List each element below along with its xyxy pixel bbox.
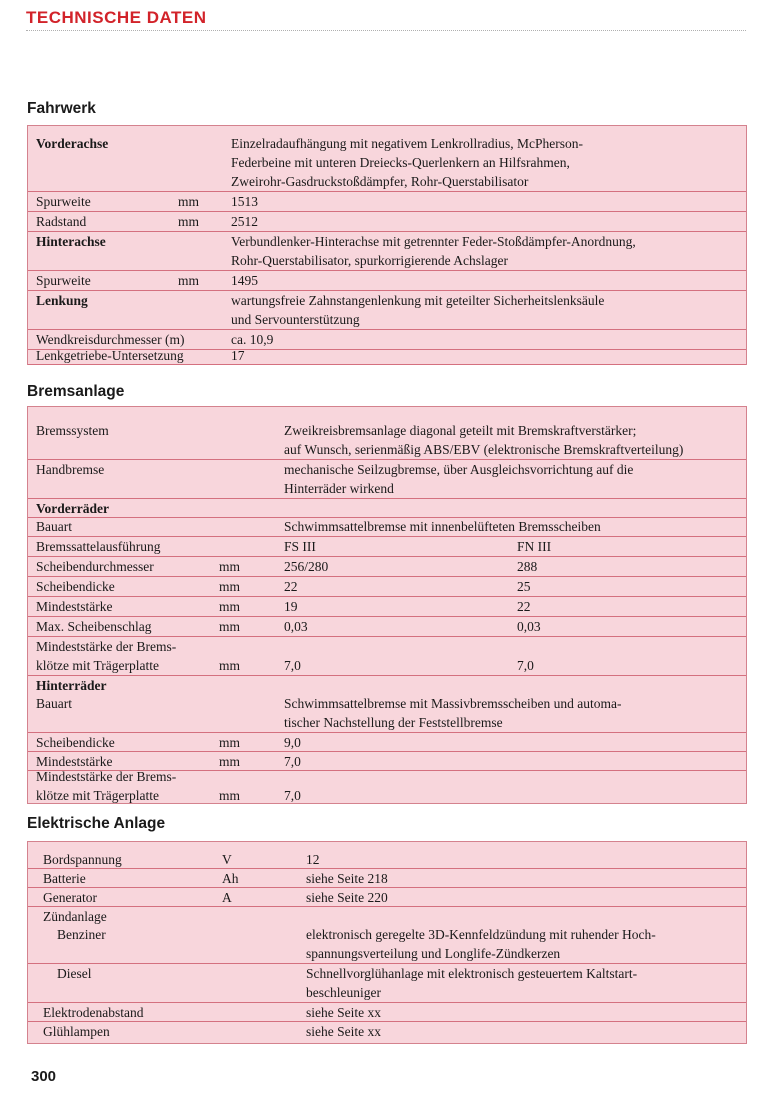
- row-unit: Ah: [222, 871, 239, 886]
- row-value-col1: 19: [284, 599, 298, 614]
- row-value: Einzelradaufhängung mit negativem Lenkrollradius, McPherson-: [231, 136, 584, 151]
- row-value: 17: [231, 348, 245, 363]
- row-unit: mm: [178, 194, 200, 209]
- table-row: [28, 869, 746, 888]
- table-row: [28, 537, 746, 557]
- table-row: [28, 421, 746, 460]
- table-row: [28, 557, 746, 577]
- row-label: Spurweite: [36, 194, 91, 209]
- row-unit: mm: [219, 619, 241, 634]
- row-value: mechanische Seilzugbremse, über Ausgleichsvorrichtung auf die: [284, 462, 634, 477]
- row-label: Bremssattelausführung: [36, 539, 161, 554]
- row-value: Federbeine mit unteren Dreiecks-Querlenkern an Hilfsrahmen,: [231, 155, 570, 170]
- row-value: siehe Seite xx: [306, 1024, 381, 1039]
- row-value: 12: [306, 852, 320, 867]
- row-value-col2: 288: [517, 559, 538, 574]
- row-unit: mm: [178, 273, 200, 288]
- row-unit: mm: [219, 579, 241, 594]
- table-row: [28, 733, 746, 752]
- table-row: [28, 192, 746, 212]
- table-row: [28, 637, 746, 676]
- row-unit: V: [222, 852, 232, 867]
- table-row: [28, 460, 746, 499]
- table-row: [28, 212, 746, 232]
- row-label: Radstand: [36, 214, 87, 229]
- subheading-hinterraeder: Hinterräder: [36, 678, 107, 693]
- row-label: Vorderachse: [36, 136, 109, 151]
- row-value: auf Wunsch, serienmäßig ABS/EBV (elektronische Bremskraftverteilung): [284, 442, 684, 457]
- row-value-col1: 22: [284, 579, 298, 594]
- row-label: Elektrodenabstand: [43, 1005, 144, 1020]
- row-value: siehe Seite 220: [306, 890, 388, 905]
- row-value: Schwimmsattelbremse mit Massivbremsscheiben und automa-: [284, 696, 622, 711]
- page-number: 300: [31, 1068, 57, 1085]
- row-label: Hinterachse: [36, 234, 106, 249]
- row-value: Zweirohr-Gasdruckstoßdämpfer, Rohr-Querstabilisator: [231, 174, 529, 189]
- row-unit: mm: [219, 788, 241, 803]
- row-unit: A: [222, 890, 232, 905]
- row-value: elektronisch geregelte 3D-Kennfeldzündung mit ruhender Hoch-: [306, 927, 656, 942]
- row-value: Verbundlenker-Hinterachse mit getrennter Feder-Stoßdämpfer-Anordnung,: [231, 234, 636, 249]
- row-value: Rohr-Querstabilisator, spurkorrigierende Achslager: [231, 253, 508, 268]
- row-value-col1: 256/280: [284, 559, 329, 574]
- row-value: Schwimmsattelbremse mit innenbelüfteten Bremsscheiben: [284, 519, 601, 534]
- row-label: Mindeststärke der Brems-: [36, 769, 177, 784]
- row-value: siehe Seite 218: [306, 871, 388, 886]
- row-label: Wendkreisdurchmesser (m): [36, 332, 185, 347]
- row-label: Lenkgetriebe-Untersetzung: [36, 348, 184, 363]
- table-row: [28, 597, 746, 617]
- row-value: 9,0: [284, 735, 301, 750]
- row-unit: mm: [219, 599, 241, 614]
- table-row: [28, 346, 746, 365]
- row-value: 1513: [231, 194, 258, 209]
- row-value: Hinterräder wirkend: [284, 481, 394, 496]
- row-label: Spurweite: [36, 273, 91, 288]
- section-title-bremsanlage: Bremsanlage: [27, 383, 125, 400]
- elektrik-table: [27, 841, 747, 1044]
- row-label: Handbremse: [36, 462, 105, 477]
- row-value-col2: 22: [517, 599, 531, 614]
- row-value-col1: 7,0: [284, 658, 301, 673]
- fahrwerk-table: [27, 125, 747, 365]
- row-label: Diesel: [57, 966, 92, 981]
- row-value: 7,0: [284, 788, 301, 803]
- row-unit: mm: [219, 754, 241, 769]
- row-label: Scheibendurchmesser: [36, 559, 154, 574]
- row-value: 2512: [231, 214, 258, 229]
- row-unit: mm: [178, 214, 200, 229]
- table-row: [28, 617, 746, 637]
- row-label: Generator: [43, 890, 97, 905]
- table-row: [28, 232, 746, 271]
- table-row: [28, 499, 746, 518]
- row-value-col2: 0,03: [517, 619, 541, 634]
- row-value: 1495: [231, 273, 258, 288]
- table-row: [28, 888, 746, 907]
- table-row: [28, 134, 746, 192]
- subheading-vorderraeder: Vorderräder: [36, 501, 109, 516]
- row-label: Mindeststärke: [36, 599, 113, 614]
- row-unit: mm: [219, 735, 241, 750]
- table-row: [28, 850, 746, 869]
- row-value-col2: 25: [517, 579, 531, 594]
- row-label: klötze mit Trägerplatte: [36, 658, 159, 673]
- table-row: [28, 1022, 746, 1040]
- table-row: [28, 694, 746, 733]
- row-label: Bordspannung: [43, 852, 122, 867]
- row-label: Mindeststärke: [36, 754, 113, 769]
- row-label: Bauart: [36, 519, 72, 534]
- row-value: wartungsfreie Zahnstangenlenkung mit geteilter Sicherheitslenksäule: [231, 293, 605, 308]
- page-header: [26, 8, 746, 31]
- row-value: spannungsverteilung und Longlife-Zündkerzen: [306, 946, 561, 961]
- table-row: [28, 271, 746, 291]
- row-value-col2: FN III: [517, 539, 552, 554]
- row-value: und Servounterstützung: [231, 312, 360, 327]
- row-value: 7,0: [284, 754, 301, 769]
- row-unit: mm: [219, 559, 241, 574]
- table-row: [28, 1003, 746, 1022]
- bremsanlage-table: [27, 406, 747, 804]
- row-value: Schnellvorglühanlage mit elektronisch gesteuertem Kaltstart-: [306, 966, 638, 981]
- table-row: [28, 291, 746, 330]
- row-label: Mindeststärke der Brems-: [36, 639, 177, 654]
- row-value: tischer Nachstellung der Feststellbremse: [284, 715, 503, 730]
- subheading-zuendanlage: Zündanlage: [43, 909, 107, 924]
- row-label: Lenkung: [36, 293, 88, 308]
- row-value-col1: FS III: [284, 539, 316, 554]
- table-row: [28, 964, 746, 1003]
- section-title-elektrik: Elektrische Anlage: [27, 815, 166, 832]
- table-row: [28, 676, 746, 694]
- table-row: [28, 767, 746, 805]
- row-value: Zweikreisbremsanlage diagonal geteilt mit Bremskraftverstärker;: [284, 423, 637, 438]
- row-value-col1: 0,03: [284, 619, 308, 634]
- row-label: klötze mit Trägerplatte: [36, 788, 159, 803]
- row-unit: mm: [219, 658, 241, 673]
- row-value-col2: 7,0: [517, 658, 534, 673]
- row-label: Scheibendicke: [36, 735, 115, 750]
- table-row: [28, 925, 746, 964]
- row-label: Glühlampen: [43, 1024, 110, 1039]
- row-label: Max. Scheibenschlag: [36, 619, 152, 634]
- row-value: siehe Seite xx: [306, 1005, 381, 1020]
- table-row: [28, 577, 746, 597]
- header-title: TECHNISCHE DATEN: [26, 8, 207, 27]
- row-label: Bauart: [36, 696, 72, 711]
- row-label: Batterie: [43, 871, 86, 886]
- table-row: [28, 907, 746, 925]
- row-label: Scheibendicke: [36, 579, 115, 594]
- table-row: [28, 517, 746, 537]
- section-title-fahrwerk: Fahrwerk: [27, 100, 96, 117]
- row-value: beschleuniger: [306, 985, 381, 1000]
- row-label: Bremssystem: [36, 423, 109, 438]
- row-label: Benziner: [57, 927, 106, 942]
- row-value: ca. 10,9: [231, 332, 274, 347]
